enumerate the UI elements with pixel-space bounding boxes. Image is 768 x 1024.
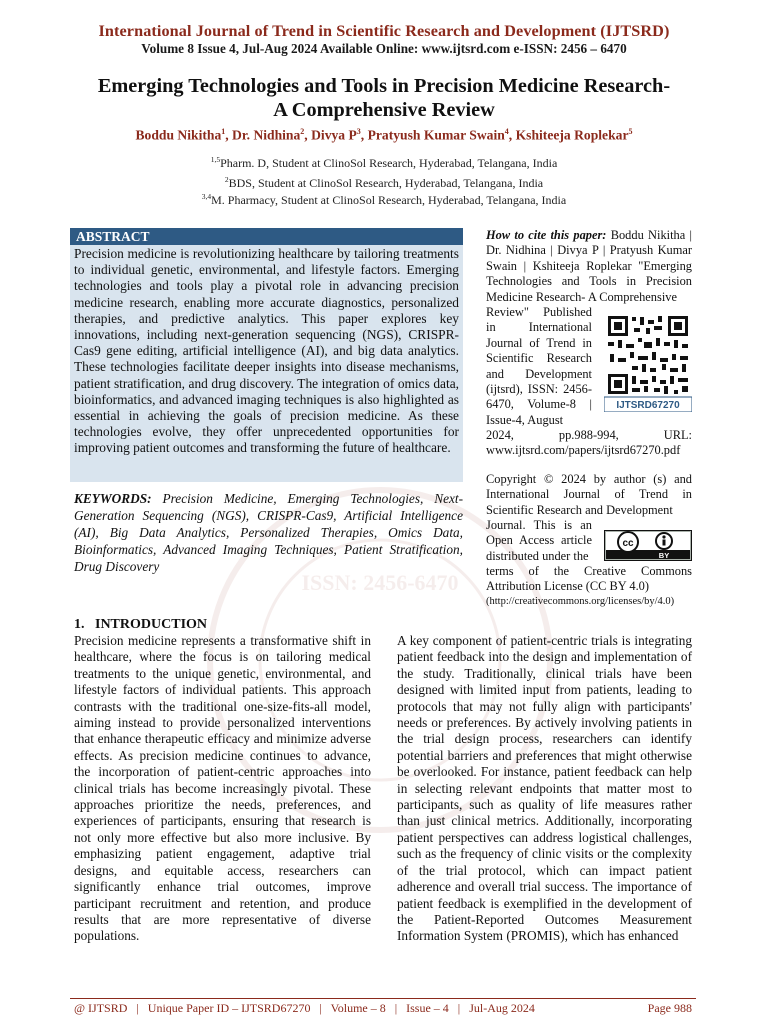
affiliation-sup: 1,5	[210, 155, 221, 164]
author: Dr. Nidhina	[232, 127, 301, 143]
affiliation-text: Pharm. D, Student at ClinoSol Research, Hyderabad, Telangana, India	[220, 156, 558, 170]
author-sup: 1	[221, 127, 226, 136]
watermark-text: ISSN: 2456-6470	[301, 570, 459, 595]
journal-name: International Journal of Trend in Scientific Research and Development (IJTSRD)	[98, 22, 670, 40]
keywords-label: KEYWORDS:	[74, 491, 152, 506]
affiliation-text: BDS, Student at ClinoSol Research, Hyderabad, Telangana, India	[228, 176, 544, 190]
intro-left-column: Precision medicine represents a transformative shift in healthcare, where the focus is on tailoring medical treatments to the unique genetic, environmental, and lifestyle factors of individual patients. This approach contrasts with the traditional one-size-fits-all model, aiming instead to provide personalized interventions that enhance therapeutic efficacy and minimize adverse effects. As precision medicine continues to advance, the incorporation of patient-centric approaches into clinical trials has become increasingly pivotal. These approaches prioritize the needs, preferences, and experiences of participants, ensuring that research is not only more effective but also more inclusive. By emphasizing patient engagement, adaptive trial designs, and equitable access, researchers can significantly enhance trial outcomes, improve participant recruitment and retention, and produce results that are more representative of diverse populations.	[74, 633, 371, 944]
affiliation-sup: 3,4	[201, 192, 212, 201]
abstract-text: Precision medicine is revolutionizing healthcare by tailoring treatments to individual genetic, environmental, and lifestyle factors. Emerging technologies and tools play a pivotal role in advancing precision medicine research, enabling more accurate diagnostics, personalized therapies, and predictive analytics. This paper explores key innovations, including next-generation sequencing (NGS), CRISPR-Cas9 gene editing, artificial intelligence (AI), and big data analytics. These technologies facilitate deeper insights into disease mechanisms, patient stratification, and drug discovery. The integration of omics data, bioinformatics, and advanced imaging techniques is also highlighted as essential in achieving the goals of precision medicine. As these technologies evolve, they offer unprecedented opportunities for improving patient outcomes and transforming the future of healthcare.	[74, 246, 459, 456]
paper-title	[40, 74, 728, 122]
author-sup: 2	[300, 127, 305, 136]
citation-top-text: Boddu Nikitha | Dr. Nidhina | Divya P | Pratyush Kumar Swain | Kshiteeja Roplekar "Emerging Technologies and Tools in Precision Medicine Research- A Comprehensive	[486, 228, 692, 304]
footer-left: @ IJTSRD | Unique Paper ID – IJTSRD67270 | Volume – 8 | Issue – 4 | Jul-Aug 2024	[74, 1001, 535, 1015]
affiliation-text: M. Pharmacy, Student at ClinoSol Research, Hyderabad, Telangana, India	[211, 193, 567, 207]
author: Boddu Nikitha	[135, 127, 222, 143]
paper-title-line-1: Emerging Technologies and Tools in Precision Medicine Research-	[97, 75, 671, 97]
keywords-text: Precision Medicine, Emerging Technologies, Next-Generation Sequencing (NGS), CRISPR-Cas9, Artificial Intelligence (AI), Big Data Analytics, Personalized Therapies, Omics Data, Bioinformatics, Advanced Imaging Techniques, Patient Stratification, Drug Discovery	[74, 491, 464, 574]
abstract-heading: ABSTRACT	[70, 228, 463, 245]
author: Divya P	[311, 127, 357, 143]
license-narrow-text: Journal. This is an Open Access article distributed under the	[486, 518, 592, 563]
author-sup: 3	[356, 127, 361, 136]
author: Kshiteeja Roplekar	[515, 127, 629, 143]
author: Pratyush Kumar Swain	[367, 127, 505, 143]
journal-volume-line: Volume 8 Issue 4, Jul-Aug 2024 Available Online: www.ijtsrd.com e-ISSN: 2456 – 6470	[141, 41, 627, 56]
author-sup: 5	[628, 127, 633, 136]
affiliation	[20, 175, 748, 191]
intro-right-column: A key component of patient-centric trials is integrating patient feedback into the design and implementation of the study. Traditionally, clinical trials have been designed with limited input from patients, leading to protocols that may not fully align with participants' needs or preferences. By actively involving patients in the trial design process, researchers can identify potential barriers and preferences that might otherwise be overlooked. For instance, patient feedback can help in selecting relevant endpoints that matter most to participants, such as quality of life measures rather than just clinical metrics. Additionally, incorporating patient perspectives can address logistical challenges, such as the frequency of clinic visits or the complexity of the trial protocol, which can impact patient adherence and overall trial success. The importance of patient feedback is exemplified in the development of the Patient-Reported Outcomes Measurement Information System (PROMIS), which has enhanced	[397, 633, 692, 944]
qr-caption: IJTSRD67270	[616, 400, 680, 411]
citation-label: How to cite this paper	[486, 228, 603, 242]
section-heading-introduction: 1. INTRODUCTION	[74, 617, 208, 632]
page-footer	[74, 1001, 692, 1016]
affiliation-sup: 2	[224, 175, 229, 184]
page-number: Page 988	[647, 1001, 692, 1015]
svg-text:cc: cc	[622, 538, 634, 549]
citation-narrow-text: Review" Published in International Journal of Trend in Scientific Research and Development (ijtsrd), ISSN: 2456-6470, Volume-8 | Issue-4, August	[486, 305, 592, 427]
cc-badge-text: BY	[658, 551, 670, 560]
license-bottom-text: terms of the Creative Commons Attribution License (CC BY 4.0)	[486, 564, 692, 594]
citation-top: How to cite this paper: Boddu Nikitha | Dr. Nidhina | Divya P | Pratyush Kumar Swain | Kshiteeja Roplekar "Emerging Technologies and Tools in Precision Medicine Research- A Comprehensive	[486, 228, 692, 304]
qr-code-icon[interactable]	[604, 314, 692, 412]
author-list: Boddu Nikitha$^1$, Dr. Nidhina$^2$, Divya $P^3$, Pratyush Kumar Swain$^4$, Kshiteeja Roplekar$^5$	[135, 127, 633, 143]
citation-bottom-text: 2024, pp.988-994, URL: www.ijtsrd.com/papers/ijtsrd67270.pdf	[486, 428, 692, 458]
affiliation	[20, 155, 748, 171]
license-top-text: Copyright © 2024 by author (s) and International Journal of Trend in Scientific Research and Development	[486, 472, 692, 517]
cc-by-license-icon[interactable]	[604, 530, 692, 561]
keywords	[74, 490, 463, 575]
footer-divider	[70, 998, 696, 999]
paper-title-line-2: A Comprehensive Review	[273, 99, 495, 121]
license-url[interactable]: (http://creativecommons.org/licenses/by/4.0)	[486, 596, 675, 607]
author-sup: 4	[504, 127, 509, 136]
affiliation	[20, 192, 748, 208]
